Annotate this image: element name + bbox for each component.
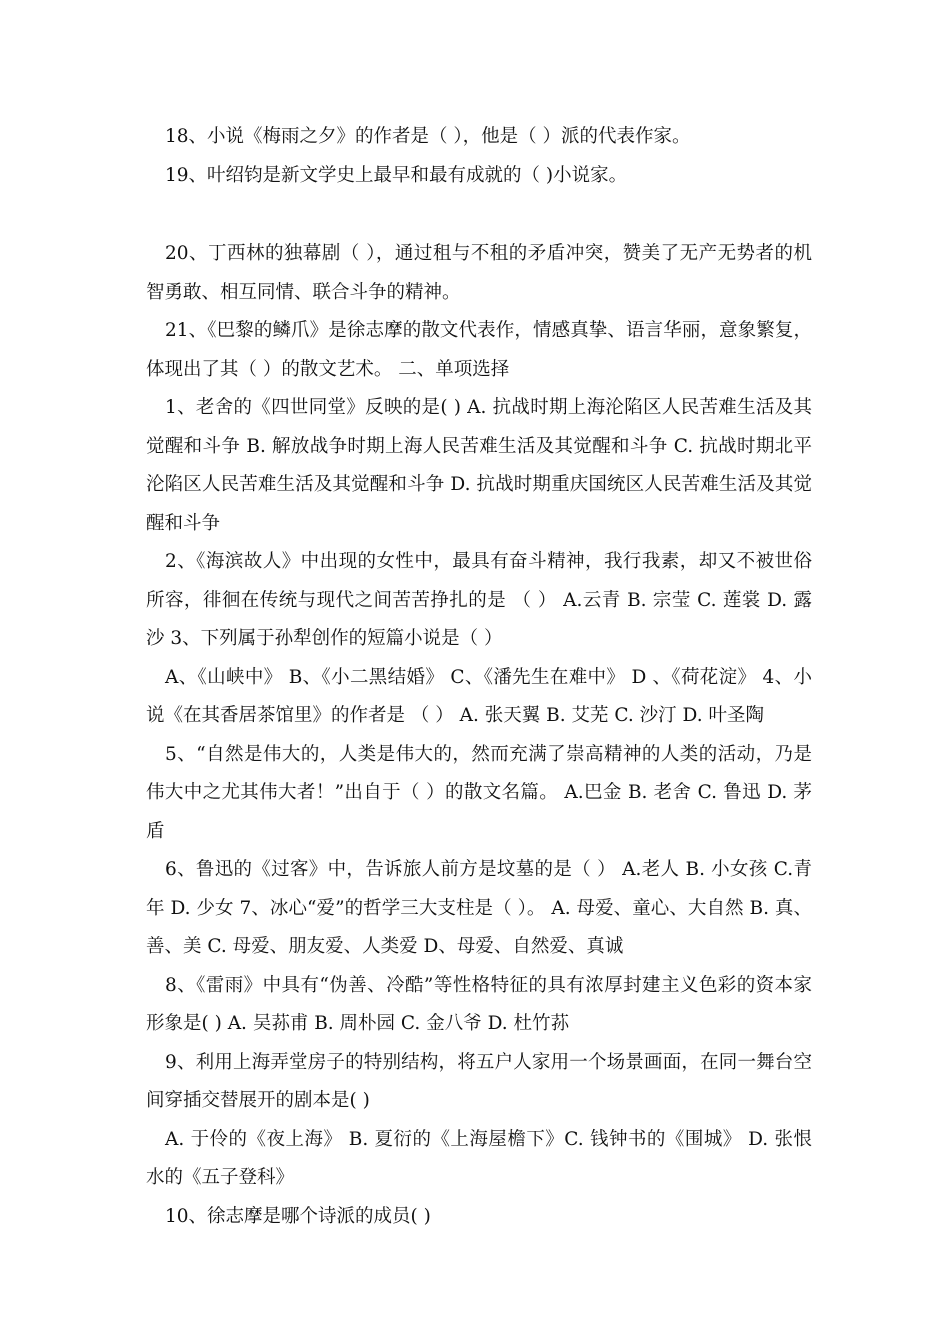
question-21: 21、《巴黎的鳞爪》是徐志摩的散文代表作，情感真挚、语言华丽，意象繁复，体现出了其（ ）的散文艺术。 二、单项选择 bbox=[146, 320, 812, 380]
choice-question-10: 10、徐志摩是哪个诗派的成员( ) bbox=[165, 1205, 431, 1227]
choice-question-1: 1、老舍的《四世同堂》反映的是( ) A. 抗战时期上海沦陷区人民苦难生活及其觉醒和斗争 B. 解放战争时期上海人民苦难生活及其觉醒和斗争 C. 抗战时期北平沦陷区人民苦难生活及其觉醒和斗争 D. 抗战时期重庆国统区人民苦难生活及其觉醒和斗争 bbox=[146, 397, 812, 534]
question-20: 20、丁西林的独幕剧（ ），通过租与不租的矛盾冲突，赞美了无产无势者的机智勇敢、相互同情、联合斗争的精神。 bbox=[146, 243, 812, 303]
choice-question-5: 5、“自然是伟大的，人类是伟大的，然而充满了崇高精神的人类的活动，乃是伟大中之尤其伟大者！”出自于（ ）的散文名篇。 A.巴金 B. 老舍 C. 鲁迅 D. 茅盾 bbox=[146, 743, 812, 842]
choice-question-6-7: 6、鲁迅的《过客》中，告诉旅人前方是坟墓的是（ ） A.老人 B. 小女孩 C.青年 D. 少女 7、冰心“爱”的哲学三大支柱是（ ）。 A. 母爱、童心、大自然 B. 真、善、美 C. 母爱、朋友爱、人类爱 D、母爱、自然爱、真诚 bbox=[146, 859, 812, 957]
choice-question-2-3: 2、《海滨故人》中出现的女性中，最具有奋斗精神，我行我素，却又不被世俗所容，徘徊在传统与现代之间苦苦挣扎的是 （ ） A.云青 B. 宗莹 C. 莲裳 D. 露沙 3、下列属于孙犁创作的短篇小说是（ ） bbox=[146, 551, 812, 649]
choice-options-9: A. 于伶的《夜上海》 B. 夏衍的《上海屋檐下》C. 钱钟书的《围城》 D. 张恨水的《五子登科》 bbox=[146, 1128, 812, 1188]
question-18: 18、小说《梅雨之夕》的作者是（ ），他是（ ）派的代表作家。 bbox=[165, 126, 691, 147]
choice-options-3-question-4: A、《山峡中》 B、《小二黑结婚》 C、《潘先生在难中》 D 、《荷花淀》 4、小说《在其香居茶馆里》的作者是 （ ） A. 张天翼 B. 艾芜 C. 沙汀 D. 叶圣陶 bbox=[146, 666, 812, 726]
question-19: 19、叶绍钧是新文学史上最早和最有成就的（ )小说家。 bbox=[165, 164, 628, 186]
document-page bbox=[146, 118, 812, 1236]
choice-question-9: 9、利用上海弄堂房子的特别结构，将五户人家用一个场景画面，在同一舞台空间穿插交替展开的剧本是( ) bbox=[146, 1051, 812, 1111]
paragraph-gap bbox=[146, 195, 812, 235]
choice-question-8: 8、《雷雨》中具有“伪善、冷酷”等性格特征的具有浓厚封建主义色彩的资本家形象是( ) A. 吴荪甫 B. 周朴园 C. 金八爷 D. 杜竹荪 bbox=[146, 974, 812, 1034]
